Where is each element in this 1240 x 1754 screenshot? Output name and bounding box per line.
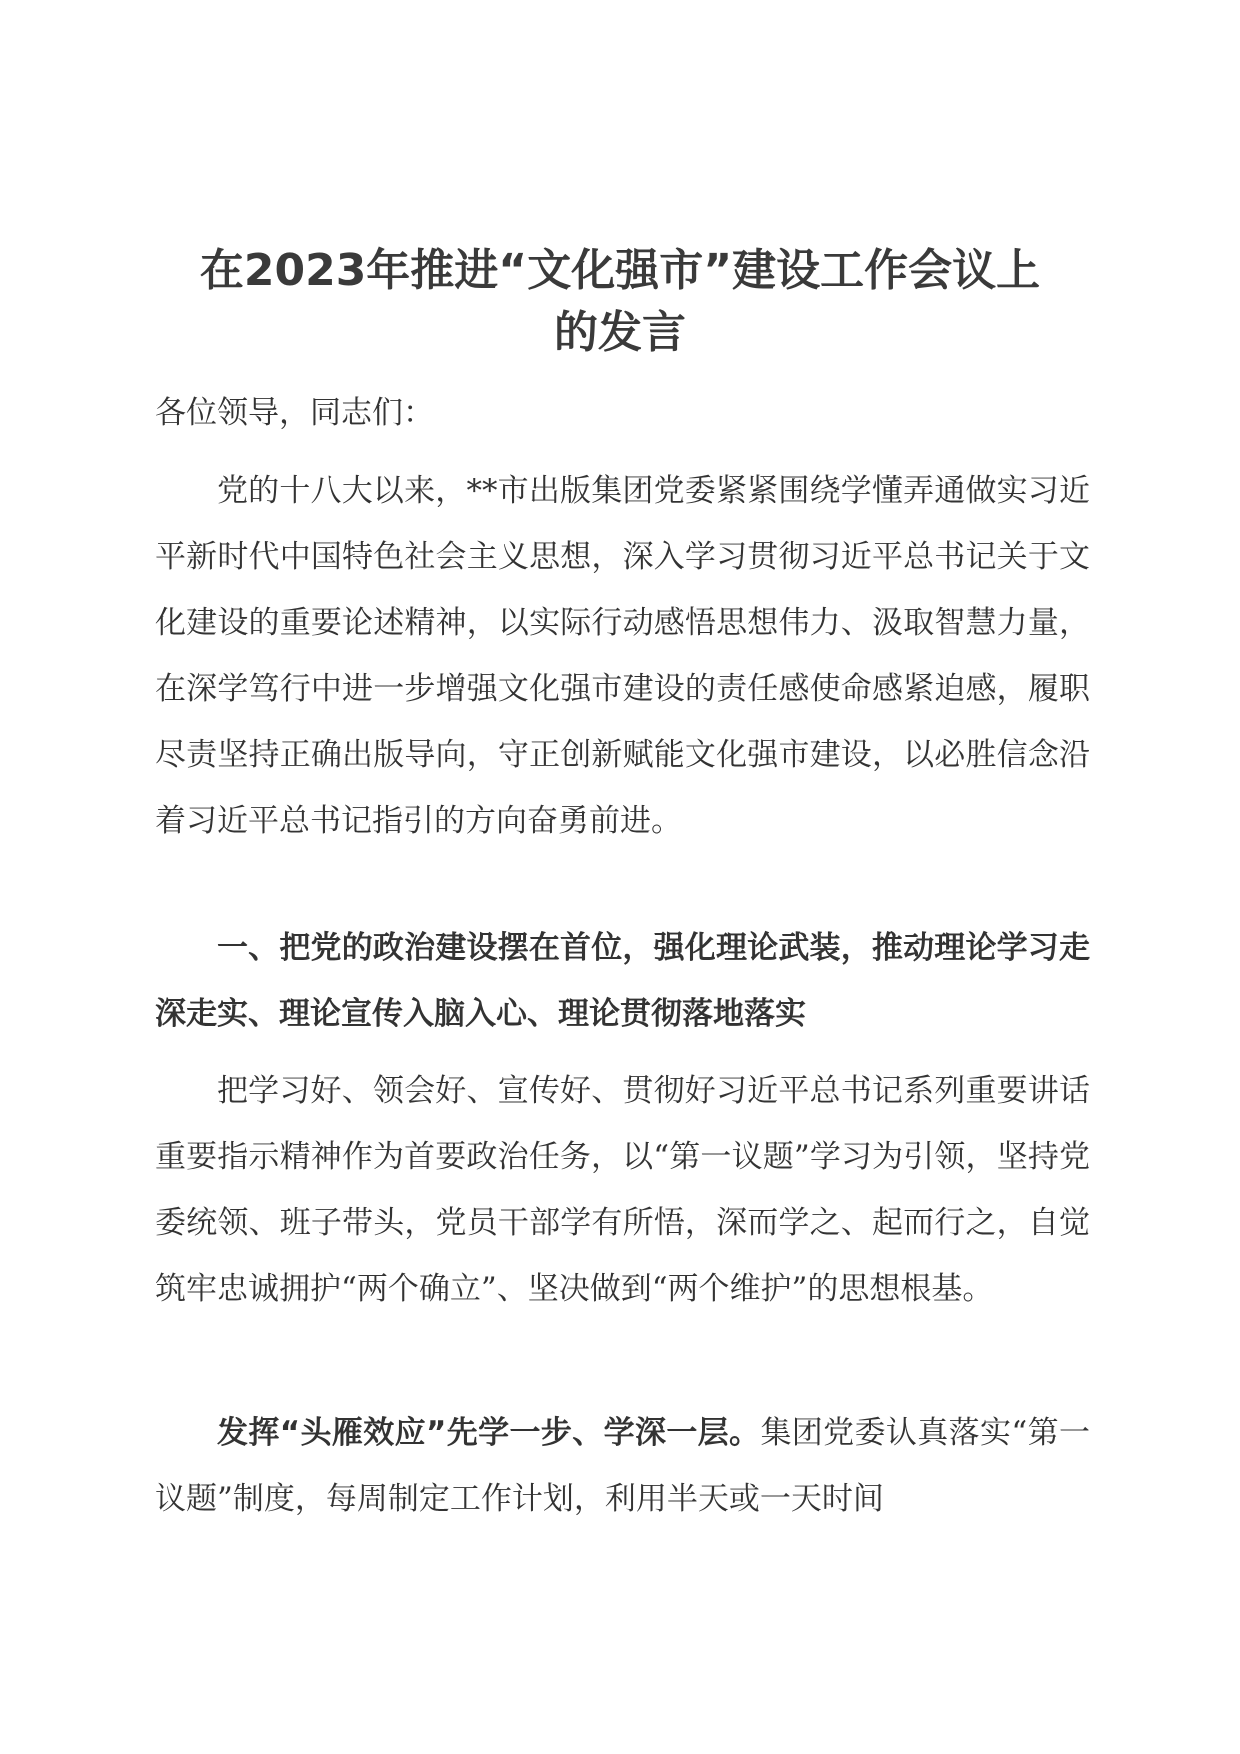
paragraph-body-text: 集团党委认真落实“第一议题”制度，每周制定工作计划，利用半天或一天时间	[155, 1415, 1090, 1517]
paragraph-lead-text: 发挥“头雁效应”先学一步、学深一层。	[217, 1415, 761, 1451]
document-title	[150, 240, 1090, 364]
paragraph-lead-goose	[155, 1400, 1090, 1532]
paragraph-study: 把学习好、领会好、宣传好、贯彻好习近平总书记系列重要讲话重要指示精神作为首要政治任务，以“第一议题”学习为引领，坚持党委统领、班子带头，党员干部学有所悟，深而学之、起而行之，自觉筑牢忠诚拥护“两个确立”、坚决做到“两个维护”的思想根基。	[155, 1073, 1090, 1307]
title-line-2: 的发言	[554, 307, 686, 358]
paragraph-intro: 党的十八大以来，**市出版集团党委紧紧围绕学懂弄通做实习近平新时代中国特色社会主义思想，深入学习贯彻习近平总书记关于文化建设的重要论述精神，以实际行动感悟思想伟力、汲取智慧力量，在深学笃行中进一步增强文化强市建设的责任感使命感紧迫感，履职尽责坚持正确出版导向，守正创新赋能文化强市建设，以必胜信念沿着习近平总书记指引的方向奋勇前进。	[155, 473, 1090, 839]
salutation: 各位领导，同志们：	[155, 395, 434, 431]
section-heading-1: 一、把党的政治建设摆在首位，强化理论武装，推动理论学习走深走实、理论宣传入脑入心、理论贯彻落地落实	[155, 930, 1090, 1032]
title-line-1: 在2023年推进“文化强市”建设工作会议上	[199, 245, 1041, 296]
